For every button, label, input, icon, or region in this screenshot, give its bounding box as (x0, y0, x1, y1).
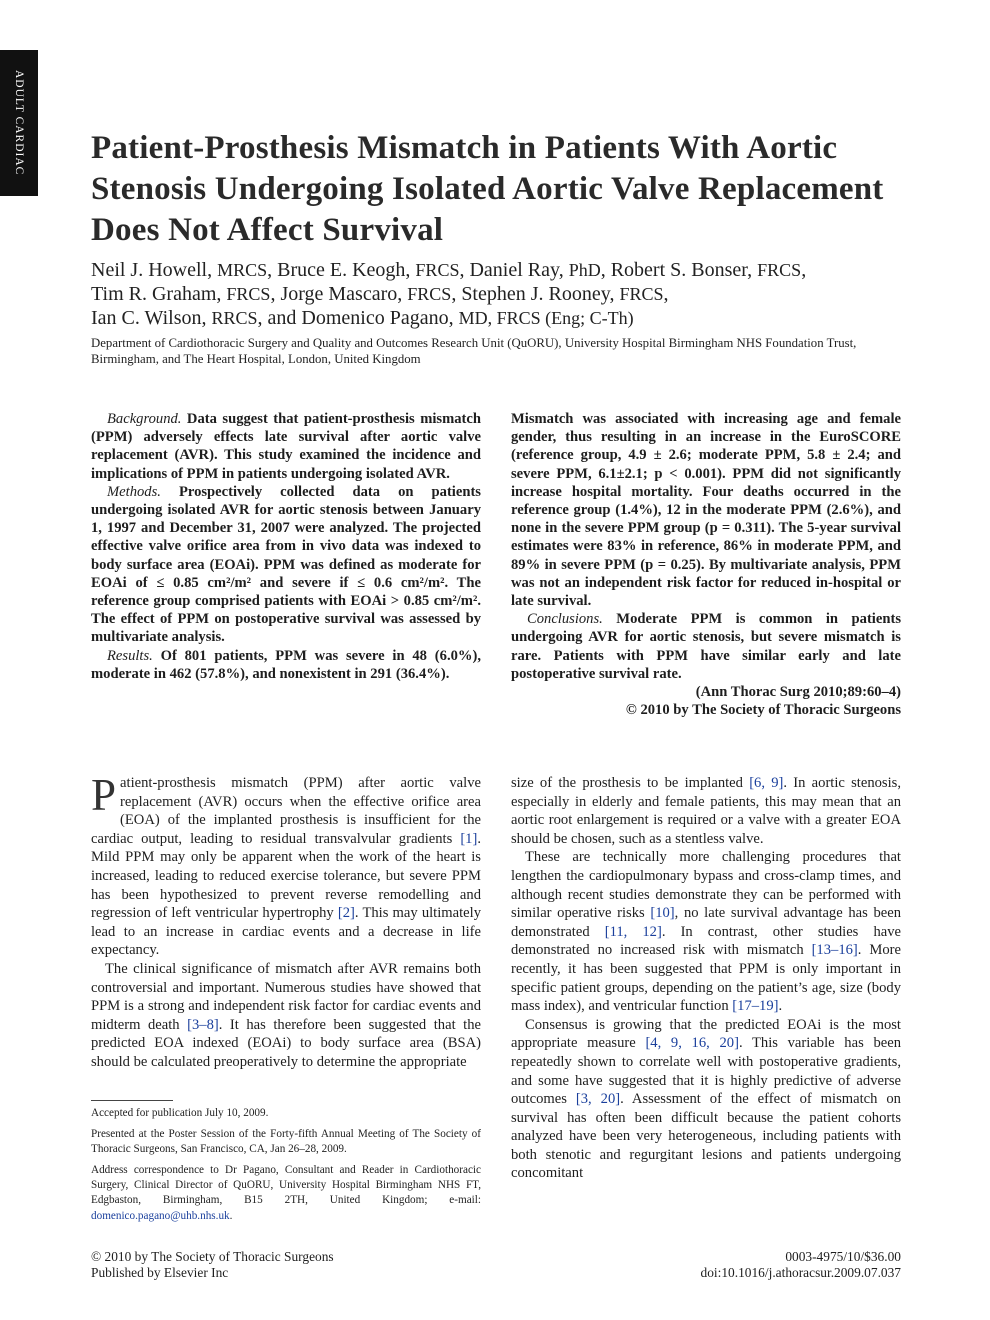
footnote-address: Address correspondence to Dr Pagano, Consultant and Reader in Cardiothoracic Surgery, Clinical Director of QuORU, University Hospital Birmingham NHS FT, Edgbaston, Birmingham, B15 2TH, United Kingdom; e-mail: domenico.pagano@uhb.nhs.uk. (91, 1164, 481, 1222)
reference-link[interactable]: [3, 20] (575, 1091, 621, 1108)
author-degree: FRCS (619, 284, 664, 304)
author-degree: FRCS (226, 284, 271, 304)
reference-link[interactable]: [2] (337, 905, 355, 922)
footer-right (481, 1249, 901, 1280)
affiliation: Department of Cardiothoracic Surgery and Quality and Outcomes Research Unit (QuORU), University Hospital Birmingham NHS Foundation Trust, Birmingham, and The Heart Hospital, London, United Kingdom (91, 336, 857, 366)
footer-left (91, 1249, 511, 1280)
author-degree: PhD (568, 260, 601, 280)
reference-link[interactable]: [1] (460, 830, 478, 847)
author-name: Ian C. Wilson (91, 307, 202, 329)
reference-link[interactable]: [17–19] (732, 998, 779, 1015)
author-name: Bruce E. Keogh (277, 259, 406, 281)
author-degree: FRCS (407, 284, 452, 304)
author-name: Neil J. Howell (91, 259, 208, 281)
author-name: Domenico Pagano (301, 307, 449, 329)
reference-link[interactable]: [11, 12] (604, 923, 662, 940)
author-list: Neil J. Howell, MRCS, Bruce E. Keogh, FRCS, Daniel Ray, PhD, Robert S. Bonser, FRCS, Tim R. Graham, FRCS, Jorge Mascaro, FRCS, Stephen J. Rooney, FRCS, Ian C. Wilson, RRCS, and Domenico Pagano, MD, FRCS (Eng; C-Th) (91, 259, 807, 329)
footer-doi: doi:10.1016/j.athoracsur.2009.07.037 (700, 1264, 901, 1280)
body-paragraph: size of the prosthesis to be implanted [6, 9]. In aortic stenosis, especially in elderly and female patients, this may mean that an aortic root enlargement is required or a valve with a greater EOA should be chosen, such as a stentless valve. (511, 775, 901, 847)
body-paragraph: Consensus is growing that the predicted EOAi is the most appropriate measure [4, 9, 16, 20]. This variable has been repeatedly shown to correlate well with postoperative gradients, and some have suggested that it is highly predictive of adverse outcomes [3, 20]. Assessment of the effect of mismatch on survival has often been difficult because the patient cohorts analyzed have been very heterogeneous, including patients with both stenotic and regurgitant lesions and patients undergoing concomitant (511, 1016, 901, 1182)
abstract-results: Results. Of 801 patients, PPM was severe in 48 (6.0%), moderate in 462 (57.8%), and nonexistent in 291 (36.4%). (91, 647, 481, 682)
footnote-divider (91, 1100, 173, 1101)
author-degree: MRCS (217, 260, 268, 280)
footnote-presented: Presented at the Poster Session of the Forty-fifth Annual Meeting of The Society of Thoracic Surgeons, San Francisco, CA, Jan 26–28, 2009. (91, 1128, 481, 1156)
author-name: Jorge Mascaro (280, 283, 398, 305)
section-tab: ADULT CARDIAC (0, 50, 38, 196)
author-degree: MD, FRCS (Eng; C-Th) (458, 308, 634, 328)
footer-publisher: Published by Elsevier Inc (91, 1264, 229, 1280)
reference-link[interactable]: [4, 9, 16, 20] (645, 1035, 739, 1052)
abstract-results-continued: Mismatch was associated with increasing age and female gender, thus resulting in an increase in the EuroSCORE (reference group, 4.9 ± 2.6; moderate PPM, 5.8 ± 2.4; and severe PPM, 6.1±2.1; p < 0.001). PPM did not significantly increase hospital mortality. Four deaths occurred in the reference group (1.4%), 12 in the moderate PPM (2.6%), and none in the severe PPM group (p = 0.311). The 5-year survival estimates were 83% in reference, 86% in moderate PPM, and 89% in severe PPM (p = 0.25). By multivariate analysis, PPM was not an independent risk factor for reduced in-hospital or late survival. (511, 411, 901, 610)
email-link[interactable]: domenico.pagano@uhb.nhs.uk (91, 1209, 230, 1222)
reference-link[interactable]: [6, 9] (749, 775, 784, 791)
author-name: Stephen J. Rooney (461, 283, 610, 305)
body-paragraph: The clinical significance of mismatch after AVR remains both controversial and important. Numerous studies have showed that PPM is a strong and independent risk factor for cardiac events and midterm death [3–8]. It has therefore been suggested that the predicted EOA indexed (EOAi) to body surface area (BSA) should be calculated preoperatively to determine the appropriate (91, 960, 481, 1070)
footer-issn: 0003-4975/10/$36.00 (785, 1249, 901, 1264)
footnote-accepted: Accepted for publication July 10, 2009. (91, 1107, 269, 1119)
author-degree: FRCS (415, 260, 460, 280)
author-degree: RRCS (211, 308, 258, 328)
drop-cap: P (91, 770, 117, 820)
author-name: Robert S. Bonser (610, 259, 748, 281)
abstract-citation: (Ann Thorac Surg 2010;89:60–4) (695, 684, 901, 701)
author-name: Daniel Ray (469, 259, 559, 281)
footnotes (91, 1106, 481, 1230)
author-name: Tim R. Graham (91, 283, 217, 305)
abstract-right-column (511, 410, 901, 719)
body-left-column (91, 770, 481, 1072)
reference-link[interactable]: [13–16] (811, 942, 858, 959)
footer-copyright: © 2010 by The Society of Thoracic Surgeons (91, 1249, 334, 1264)
abstract-background: Background. Data suggest that patient-prosthesis mismatch (PPM) adversely effects late survival after aortic valve replacement (AVR). This study examined the incidence and implications of PPM in patients undergoing isolated AVR. (91, 411, 481, 482)
reference-link[interactable]: [3–8] (187, 1016, 219, 1033)
body-right-column (511, 774, 901, 1183)
body-paragraph: These are technically more challenging procedures that lengthen the cardiopulmonary bypass and cross-clamp times, and although recent studies demonstrate they can be performed with similar operative risks [10], no late survival advantage has been demonstrated [11, 12]. In contrast, other studies have demonstrated no increased risk with mismatch [13–16]. More recently, it has been suggested that PPM is only important in specific patient groups, depending on the patient’s age, size (body mass index), and ventricular function [17–19]. (511, 849, 901, 1015)
abstract-methods: Methods. Prospectively collected data on patients undergoing isolated AVR for aortic stenosis between January 1, 1997 and December 31, 2007 were analyzed. The projected effective valve orifice area from in vivo data was indexed to body surface area (EOAi). PPM was defined as moderate for EOAi of ≤ 0.85 cm²/m² and severe if ≤ 0.6 cm²/m². The reference group comprised patients with EOAi > 0.85 cm²/m². The effect of PPM on postoperative survival was assessed by multivariate analysis. (91, 483, 481, 646)
author-degree: FRCS (757, 260, 802, 280)
abstract-left-column (91, 410, 481, 683)
abstract-copyright: © 2010 by The Society of Thoracic Surgeons (625, 702, 901, 719)
body-paragraph: Patient-prosthesis mismatch (PPM) after aortic valve replacement (AVR) occurs when the effective orifice area (EOA) of the implanted prosthesis is insufficient for the cardiac output, leading to residual transvalvular gradients [1]. Mild PPM may only be apparent when the work of the heart is increased, leading to reduced exercise tolerance, but severe PPM has been hypothesized to prevent reverse remodelling and regression of left ventricular hypertrophy [2]. This may ultimately lead to an increase in cardiac events and a decrease in life expectancy. (91, 770, 481, 959)
abstract-conclusions: Conclusions. Moderate PPM is common in patients undergoing AVR for aortic stenosis, but severe mismatch is rare. Patients with PPM have similar early and late postoperative survival rate. (511, 611, 901, 682)
article-title: Patient-Prosthesis Mismatch in Patients With Aortic Stenosis Undergoing Isolated Aortic Valve Replacement Does Not Affect Survival (91, 130, 884, 248)
reference-link[interactable]: [10] (650, 905, 675, 922)
